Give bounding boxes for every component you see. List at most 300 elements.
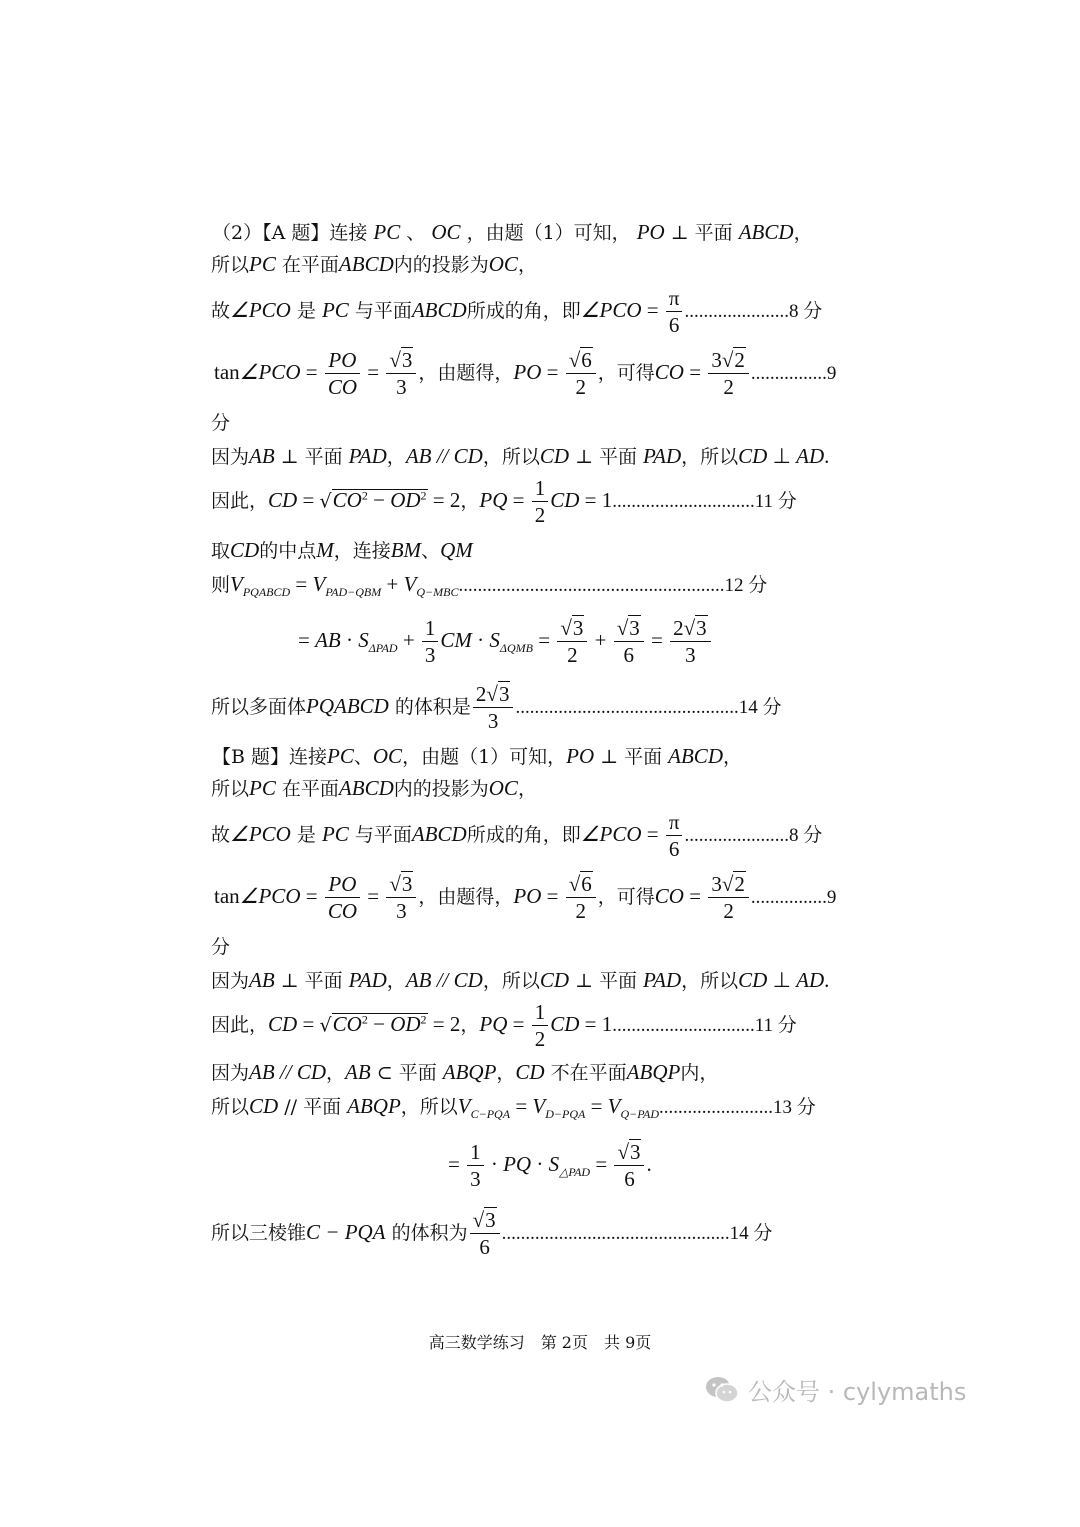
fraction — [386, 874, 416, 922]
denominator: 6 — [668, 313, 680, 337]
text: 分 — [211, 412, 231, 434]
leader-dots: ........................ — [659, 1097, 774, 1118]
math: CD — [230, 538, 260, 562]
numerator: π — [666, 288, 683, 312]
math: S — [489, 628, 500, 652]
numerator: PO — [325, 350, 360, 374]
text: ，所以 — [681, 970, 739, 992]
math: = — [510, 1094, 533, 1118]
math: PO — [566, 744, 595, 768]
text: ， — [793, 222, 813, 244]
numerator: 1 — [467, 1142, 484, 1166]
denominator: CO — [327, 899, 358, 923]
math: PQ — [479, 488, 508, 512]
text: ， — [460, 1014, 480, 1036]
subscript: D−PQA — [545, 1106, 586, 1121]
coef: 3 — [711, 872, 722, 896]
radicand: 3 — [629, 1140, 641, 1164]
denominator: 2 — [534, 503, 546, 527]
radicand: 3 — [401, 348, 413, 372]
math: // — [431, 968, 454, 992]
b-line-5 — [211, 938, 230, 957]
text: 内， — [680, 1062, 719, 1084]
text: 则 — [211, 574, 231, 596]
math: = — [297, 488, 320, 512]
math: ABCD — [411, 298, 467, 322]
math: · — [485, 1152, 504, 1176]
denominator: 3 — [396, 899, 407, 923]
denominator: 2 — [575, 899, 587, 923]
math: ABCD — [738, 220, 794, 244]
subscript: ΔQMB — [499, 640, 533, 655]
text: ， — [460, 490, 480, 512]
radicand: 3 — [498, 682, 510, 706]
sqrt: √3 — [560, 616, 584, 640]
text: 与平面 — [354, 824, 412, 846]
numerator — [614, 618, 644, 642]
math: OD — [390, 488, 421, 512]
text: ⊥ 平面 — [664, 222, 739, 244]
sqrt: √3 — [389, 872, 413, 896]
text: 所以 — [211, 1096, 250, 1118]
text: 所以 — [211, 778, 250, 800]
subscript: Q−MBC — [416, 584, 459, 599]
b-line-10 — [448, 1142, 652, 1190]
b-line-3 — [211, 812, 822, 860]
numerator: 1 — [422, 618, 439, 642]
fraction — [467, 1142, 484, 1190]
text: 故 — [211, 824, 231, 846]
text: 因此， — [211, 1014, 269, 1036]
denominator: 6 — [624, 1167, 635, 1191]
text: // 平面 — [278, 1096, 348, 1118]
math: AB — [315, 628, 341, 652]
text: 因此， — [211, 490, 269, 512]
math: CD — [550, 1012, 580, 1036]
fraction — [557, 618, 587, 666]
math: ⊥ — [767, 444, 797, 468]
watermark-text: 公众号 · cylymaths — [748, 1378, 967, 1406]
math: CD — [550, 488, 580, 512]
page-footer: 高三数学练习 第 2页 共 9页 — [428, 1333, 652, 1352]
math: = — [541, 884, 564, 908]
math: CD — [738, 444, 768, 468]
math: = — [297, 1012, 320, 1036]
denominator: 2 — [534, 1027, 546, 1051]
math: S — [358, 628, 369, 652]
numerator — [557, 618, 587, 642]
math: OC — [488, 776, 518, 800]
score: 8 分 — [788, 301, 823, 322]
math: ABCD — [338, 252, 394, 276]
numerator: PO — [325, 874, 360, 898]
math: ABCD — [411, 822, 467, 846]
text: ，连接 — [333, 540, 391, 562]
radicand: 2 — [734, 348, 745, 372]
math: AD — [796, 968, 825, 992]
text: 分 — [211, 936, 231, 958]
leader-dots: ................ — [750, 887, 827, 908]
text: ，可得 — [597, 886, 655, 908]
math: OC — [372, 744, 403, 768]
denominator: 6 — [668, 837, 680, 861]
math: S — [548, 1152, 560, 1176]
sqrt: √6 — [568, 872, 592, 896]
leader-dots: ........................................................ — [458, 575, 725, 596]
math: ABQP — [347, 1094, 401, 1118]
math: = — [362, 360, 385, 384]
numerator — [386, 874, 416, 898]
math: CO — [332, 488, 362, 512]
fraction — [666, 812, 683, 860]
fraction — [670, 618, 711, 666]
math: = — [585, 1094, 608, 1118]
math: OC — [431, 220, 461, 244]
radicand: 3 — [572, 616, 584, 640]
exponent: 2 — [361, 1012, 368, 1027]
text: 所成的角，即 — [466, 824, 581, 846]
denominator: 3 — [470, 1167, 481, 1191]
text: 、 — [406, 222, 426, 244]
text: ，由题得， — [418, 362, 514, 384]
sqrt: $√CO^2 - OD^2$ — [319, 488, 427, 512]
math: ABCD — [668, 744, 723, 768]
a-line-11 — [211, 684, 781, 732]
a-line-2 — [211, 254, 537, 275]
math: − — [367, 1012, 391, 1036]
coef: 2 — [673, 616, 684, 640]
text: . — [646, 1152, 652, 1176]
fraction — [566, 350, 596, 398]
math: M — [316, 538, 334, 562]
math: AB — [249, 968, 275, 992]
fraction — [473, 684, 514, 732]
fraction — [422, 618, 439, 666]
subscript: ΔPAD — [368, 640, 398, 655]
math: = — [507, 1012, 530, 1036]
math: + — [589, 628, 612, 652]
text: ，所以 — [681, 446, 739, 468]
text: 不在平面 — [550, 1062, 627, 1084]
numerator: 1 — [532, 1002, 549, 1026]
math: // — [274, 1060, 297, 1084]
sqrt: √3 — [616, 616, 640, 640]
text: 所成的角，即 — [466, 300, 581, 322]
text: ， — [326, 1062, 346, 1084]
math: OC — [488, 252, 518, 276]
math: = — [641, 298, 664, 322]
radicand: 3 — [485, 1208, 496, 1232]
fraction — [708, 350, 749, 398]
fraction — [708, 874, 749, 922]
exponent: 2 — [420, 488, 427, 503]
text: ⊥ 平面 — [274, 970, 349, 992]
text: 、 — [353, 746, 373, 768]
text: 所以三棱锥 — [211, 1222, 307, 1244]
math: CD — [249, 1094, 279, 1118]
text: 故 — [211, 300, 231, 322]
text: 的中点 — [259, 540, 317, 562]
math: CO — [332, 1012, 362, 1036]
denominator: 2 — [567, 643, 578, 667]
math: ABQP — [626, 1060, 681, 1084]
fraction — [614, 618, 644, 666]
text: 因为 — [211, 970, 250, 992]
math: = — [300, 884, 323, 908]
a-line-3 — [211, 288, 822, 336]
numerator: π — [666, 812, 683, 836]
math: V — [532, 1094, 546, 1118]
math: V — [457, 1094, 471, 1118]
b-line-4 — [214, 874, 836, 922]
text: 的体积为 — [391, 1222, 468, 1244]
text: ，由题（1）可知， — [402, 746, 567, 768]
score: 14 分 — [729, 1223, 773, 1244]
b-line-7 — [211, 1002, 797, 1050]
math: = — [541, 360, 564, 384]
score: 8 分 — [788, 825, 823, 846]
math: = — [683, 884, 707, 908]
math: = 1 — [579, 1012, 613, 1036]
text: 因为 — [211, 446, 250, 468]
denominator: 6 — [479, 1235, 490, 1259]
math: PAD — [348, 444, 387, 468]
text: ，所以 — [400, 1096, 458, 1118]
leader-dots: ...................... — [684, 301, 789, 322]
math: PAD — [643, 444, 682, 468]
coef: 3 — [711, 348, 722, 372]
leader-dots: .............................. — [612, 491, 755, 512]
math: = 2 — [427, 488, 461, 512]
math: CD — [453, 444, 483, 468]
numerator — [386, 350, 416, 374]
text: （2）【A 题】连接 — [212, 222, 368, 244]
math: CO — [654, 360, 684, 384]
math: AB — [249, 1060, 275, 1084]
math: = — [590, 1152, 613, 1176]
text: ， — [517, 254, 537, 276]
math: = — [300, 360, 323, 384]
score: 13 分 — [773, 1097, 816, 1118]
math: ∠PCO — [230, 822, 291, 846]
numerator: 1 — [532, 478, 549, 502]
numerator — [708, 874, 749, 898]
math: ∠PCO — [239, 360, 301, 384]
denominator: 2 — [575, 375, 587, 399]
fraction — [532, 1002, 549, 1050]
math: = — [290, 572, 313, 596]
math: ∠PCO — [580, 822, 642, 846]
math: PC — [321, 822, 349, 846]
math: QM — [440, 538, 473, 562]
text: ⊥ 平面 — [274, 446, 349, 468]
math: + — [381, 572, 404, 596]
math: = 2 — [427, 1012, 461, 1036]
math: = — [298, 628, 316, 652]
text: ， — [496, 1062, 516, 1084]
math: PQ — [479, 1012, 508, 1036]
math: · — [340, 628, 359, 652]
exponent: 2 — [420, 1012, 427, 1027]
math: PQ — [503, 1152, 532, 1176]
math: ∠PCO — [580, 298, 642, 322]
text: 的体积是 — [394, 696, 471, 718]
math: = — [683, 360, 707, 384]
numerator — [670, 618, 711, 642]
text: 【B 题】连接 — [212, 746, 328, 768]
fraction — [325, 874, 360, 922]
math: CD — [539, 968, 570, 992]
text: ， — [722, 746, 742, 768]
math: − — [367, 488, 391, 512]
numerator — [566, 350, 596, 374]
numerator — [614, 1142, 644, 1166]
sqrt: √3 — [472, 1208, 496, 1232]
sqrt: √2 — [721, 348, 745, 372]
numerator — [566, 874, 596, 898]
text: 所以 — [211, 254, 250, 276]
math: ⊥ — [767, 968, 797, 992]
text: . — [824, 968, 830, 992]
a-line-8 — [211, 540, 473, 561]
math: AB — [405, 968, 432, 992]
math: CD — [268, 488, 298, 512]
math: CM — [440, 628, 472, 652]
b-line-6 — [211, 970, 829, 991]
math: AB — [249, 444, 275, 468]
text: 内的投影为 — [393, 254, 489, 276]
wechat-icon — [704, 1375, 740, 1405]
fraction — [566, 874, 596, 922]
subscript: PQABCD — [242, 584, 291, 599]
math: ABQP — [442, 1060, 497, 1084]
radicand: 3 — [401, 872, 413, 896]
math: CD — [539, 444, 570, 468]
math: = — [641, 822, 664, 846]
math: = — [645, 628, 669, 652]
text: 、 — [421, 540, 441, 562]
math: CD — [515, 1060, 545, 1084]
math: tan — [214, 360, 240, 384]
math: AD — [796, 444, 825, 468]
text: ，可得 — [597, 362, 655, 384]
math: V — [403, 572, 417, 596]
math: tan — [214, 884, 240, 908]
math: PO — [513, 884, 542, 908]
denominator: 3 — [685, 643, 696, 667]
numerator — [708, 350, 749, 374]
denominator: 3 — [396, 375, 407, 399]
math: = — [448, 1152, 466, 1176]
math: CD — [453, 968, 483, 992]
math: PAD — [348, 968, 387, 992]
sqrt: √6 — [568, 348, 592, 372]
text: 是 — [296, 824, 316, 846]
text: 所以多面体 — [211, 696, 307, 718]
math: ∠PCO — [239, 884, 301, 908]
a-line-9 — [211, 574, 767, 598]
sqrt: √3 — [389, 348, 413, 372]
b-line-2 — [211, 778, 537, 799]
text: 是 — [296, 300, 316, 322]
math: · — [531, 1152, 549, 1176]
math: PC — [249, 776, 276, 800]
denominator: 2 — [723, 899, 734, 923]
a-line-1 — [212, 222, 813, 243]
text: 在平面 — [281, 254, 339, 276]
sqrt: $√CO^2 - OD^2$ — [319, 1012, 427, 1036]
b-line-1 — [212, 746, 742, 767]
denominator: CO — [327, 375, 358, 399]
exponent: 2 — [361, 488, 368, 503]
b-line-8 — [211, 1062, 718, 1083]
math: CD — [738, 968, 768, 992]
text: ，由题（1）可知， — [466, 222, 631, 244]
sqrt: √3 — [486, 682, 510, 706]
a-line-6 — [211, 446, 829, 467]
math: · — [471, 628, 490, 652]
math: = — [507, 488, 530, 512]
math: PO — [636, 220, 665, 244]
denominator: 2 — [723, 375, 734, 399]
score: 11 分 — [754, 1015, 797, 1036]
a-line-5 — [211, 414, 230, 433]
math: PC — [249, 252, 276, 276]
math: CO — [654, 884, 684, 908]
text: ⊂ 平面 — [370, 1062, 443, 1084]
math: AB — [345, 1060, 371, 1084]
math: PC — [373, 220, 401, 244]
text: ， — [517, 778, 537, 800]
math: PC — [321, 298, 349, 322]
denominator: 6 — [623, 643, 634, 667]
text: . — [824, 444, 830, 468]
math: = — [362, 884, 385, 908]
math: V — [230, 572, 243, 596]
leader-dots: ...................... — [684, 825, 789, 846]
math: ∠PCO — [230, 298, 291, 322]
score: 9 — [826, 363, 837, 384]
leader-dots: .............................. — [612, 1015, 755, 1036]
text: 因为 — [211, 1062, 250, 1084]
fraction — [614, 1142, 644, 1190]
fraction — [470, 1210, 500, 1258]
math: V — [312, 572, 326, 596]
math: PQABCD — [306, 694, 389, 718]
score: 9 — [826, 887, 837, 908]
math: CD — [296, 1060, 327, 1084]
sqrt: √3 — [617, 1140, 641, 1164]
radicand: 3 — [629, 616, 640, 640]
leader-dots: ................ — [750, 363, 827, 384]
text: ⊥ 平面 — [594, 746, 669, 768]
sqrt: √2 — [721, 872, 745, 896]
math: AB — [405, 444, 432, 468]
radicand: 6 — [581, 348, 592, 372]
text: ⊥ 平面 — [569, 970, 644, 992]
text: 在平面 — [281, 778, 339, 800]
subscript: PAD−QBM — [325, 584, 382, 599]
text: ， — [386, 970, 406, 992]
text: ，由题得， — [418, 886, 514, 908]
math: ABCD — [338, 776, 394, 800]
text: 取 — [211, 540, 231, 562]
score: 12 分 — [724, 575, 768, 596]
numerator — [470, 1210, 500, 1234]
text: ⊥ 平面 — [569, 446, 644, 468]
radicand: 6 — [581, 872, 592, 896]
denominator: 3 — [424, 643, 436, 667]
